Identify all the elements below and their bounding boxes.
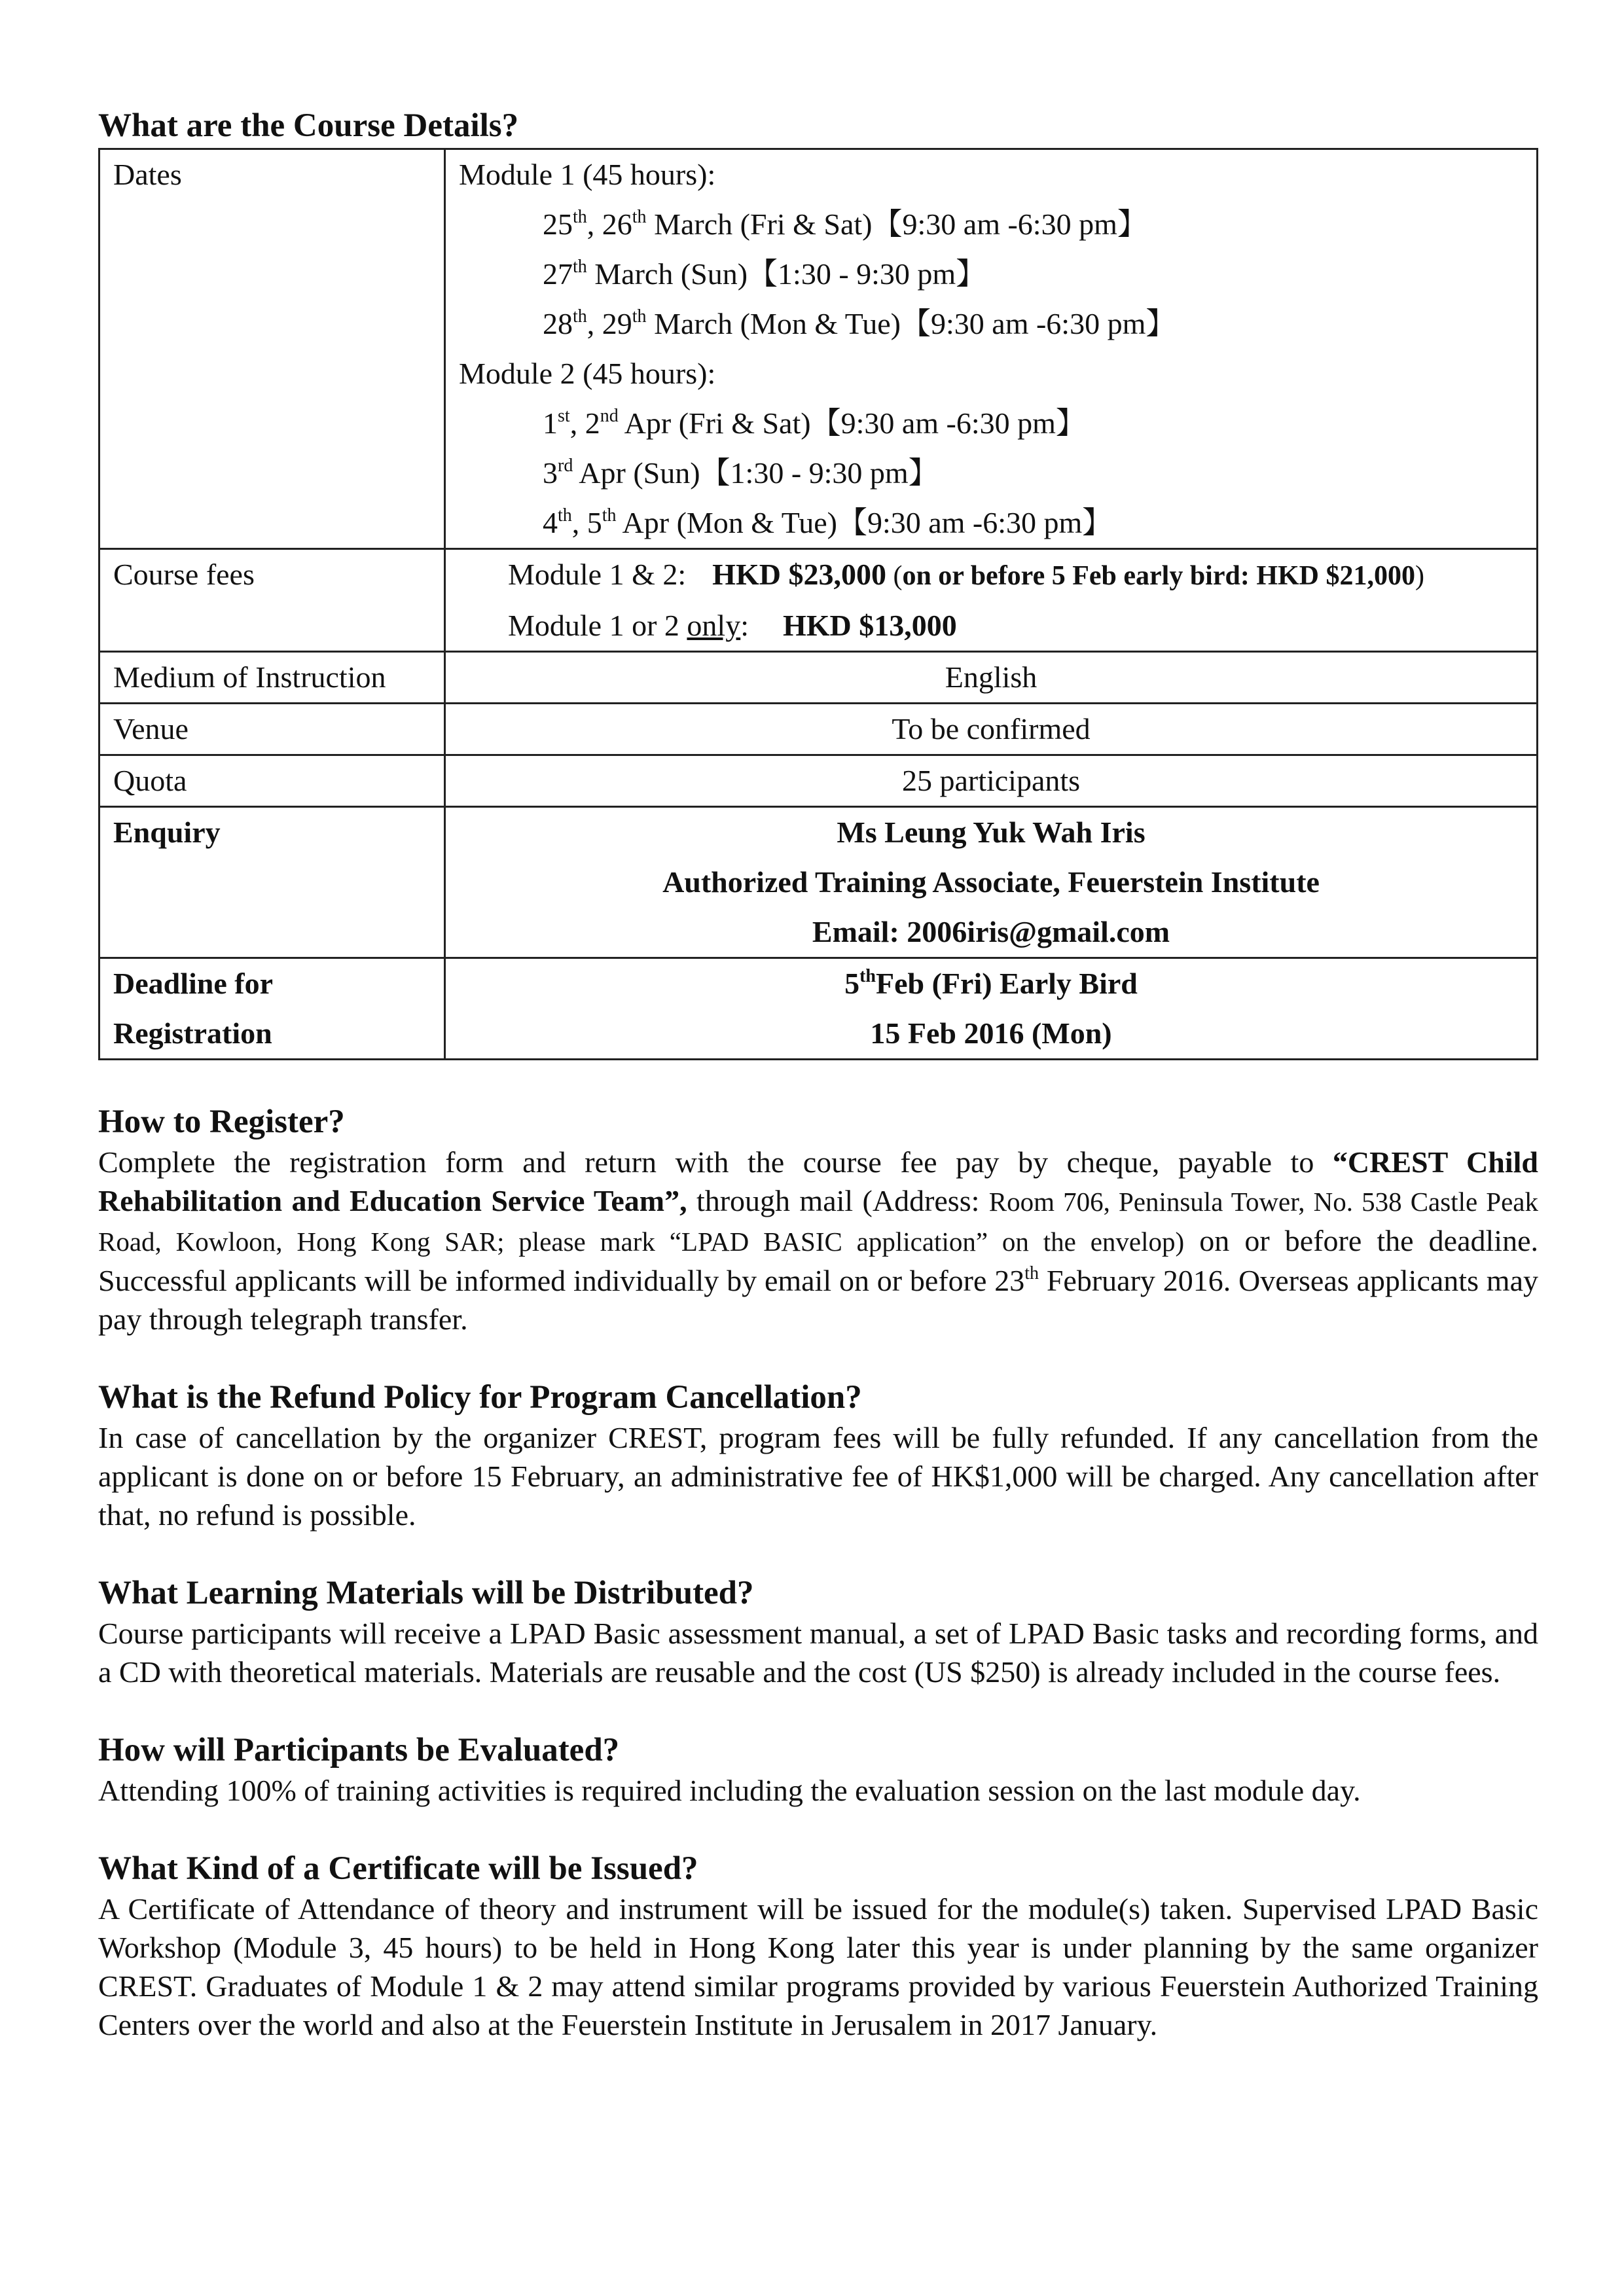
evaluation-section: [98, 1729, 1538, 1810]
venue-value: To be confirmed: [445, 704, 1538, 755]
certificate-body: A Certificate of Attendance of theory and instrument will be issued for the module(s) taken. Supervised LPAD Basic Workshop (Module 3, 45 hours) to be held in Hong Kong later this year is under planning by the same organizer CREST. Graduates of Module 1 & 2 may attend similar programs provided by various Feuerstein Authorized Training Centers over the world and also at the Feuerstein Institute in Jerusalem in 2017 January.: [98, 1892, 1538, 2041]
module2-date-line-3: 4th, 5th Apr (Mon & Tue)【9:30 am -6:30 pm】: [543, 505, 1113, 539]
evaluation-body: Attending 100% of training activities is required including the evaluation session on the last module day.: [98, 1774, 1361, 1807]
module1-date-line-3: 28th, 29th March (Mon & Tue)【9:30 am -6:30 pm】: [543, 306, 1176, 340]
medium-label: Medium of Instruction: [99, 652, 445, 704]
fees-value: [445, 549, 1538, 652]
deadline-label: Deadline for Registration: [99, 958, 445, 1060]
document-content: [98, 105, 1538, 2082]
medium-value: English: [445, 652, 1538, 704]
enquiry-value: [445, 807, 1538, 958]
module1-title: Module 1 (45 hours):: [459, 158, 716, 191]
certificate-section: [98, 1848, 1538, 2044]
fees-label: Course fees: [99, 549, 445, 652]
dates-value: [445, 149, 1538, 549]
quota-value: 25 participants: [445, 755, 1538, 807]
module1-date-line-2: 27th March (Sun)【1:30 - 9:30 pm】: [543, 257, 986, 291]
course-details-table: [98, 148, 1538, 1060]
fee-line-1: Module 1 & 2: HKD $23,000 (on or before 5 Feb early bird: HKD $21,000): [508, 558, 1424, 591]
enquiry-title: Authorized Training Associate, Feuerstein Institute: [662, 865, 1320, 899]
dates-label: Dates: [99, 149, 445, 549]
refund-heading: What is the Refund Policy for Program Cancellation?: [98, 1379, 862, 1416]
certificate-heading: What Kind of a Certificate will be Issued?: [98, 1850, 698, 1887]
deadline-final: 15 Feb 2016 (Mon): [870, 1016, 1112, 1050]
module1-date-line-1: 25th, 26th March (Fri & Sat)【9:30 am -6:30 pm】: [543, 207, 1147, 241]
evaluation-heading: How will Participants be Evaluated?: [98, 1732, 620, 1768]
deadline-row: [99, 958, 1538, 1060]
fee-line-2: Module 1 or 2 only: HKD $13,000: [508, 609, 957, 642]
materials-body: Course participants will receive a LPAD Basic assessment manual, a set of LPAD Basic tasks and recording forms, and a CD with theoretical materials. Materials are reusable and the cost (US $250) is already included in the course fees.: [98, 1617, 1538, 1689]
venue-label: Venue: [99, 704, 445, 755]
register-section: [98, 1101, 1538, 1338]
module2-date-line-2: 3rd Apr (Sun)【1:30 - 9:30 pm】: [543, 456, 939, 490]
refund-section: [98, 1376, 1538, 1534]
module2-date-line-1: 1st, 2nd Apr (Fri & Sat)【9:30 am -6:30 pm】: [543, 406, 1086, 440]
medium-row: [99, 652, 1538, 704]
enquiry-name: Ms Leung Yuk Wah Iris: [837, 816, 1146, 849]
quota-row: [99, 755, 1538, 807]
venue-row: [99, 704, 1538, 755]
dates-row: [99, 149, 1538, 549]
enquiry-email[interactable]: Email: 2006iris@gmail.com: [812, 915, 1170, 948]
refund-body: In case of cancellation by the organizer CREST, program fees will be fully refunded. If any cancellation from the applicant is done on or before 15 February, an administrative fee of HK$1,000 will be charged. Any cancellation after that, no refund is possible.: [98, 1421, 1538, 1532]
register-heading: How to Register?: [98, 1103, 345, 1140]
module2-title: Module 2 (45 hours):: [459, 357, 716, 390]
deadline-early-bird: 5thFeb (Fri) Early Bird: [844, 966, 1138, 1000]
enquiry-label: Enquiry: [99, 807, 445, 958]
fees-row: [99, 549, 1538, 652]
course-details-heading: What are the Course Details?: [98, 107, 519, 144]
materials-heading: What Learning Materials will be Distributed?: [98, 1575, 754, 1611]
enquiry-row: [99, 807, 1538, 958]
register-body: Complete the registration form and return with the course fee pay by cheque, payable to “CREST Child Rehabilitation and Education Service Team”, through mail (Address: Room 706, Peninsula Tower, No. 538 Castle Peak Road, Kowloon, Hong Kong SAR; please mark “LPAD BASIC application” on the envelop) on or before the deadline. Successful applicants will be informed individually by email on or before 23th February 2016. Overseas applicants may pay through telegraph transfer.: [98, 1145, 1538, 1336]
deadline-value: [445, 958, 1538, 1060]
quota-label: Quota: [99, 755, 445, 807]
materials-section: [98, 1572, 1538, 1691]
